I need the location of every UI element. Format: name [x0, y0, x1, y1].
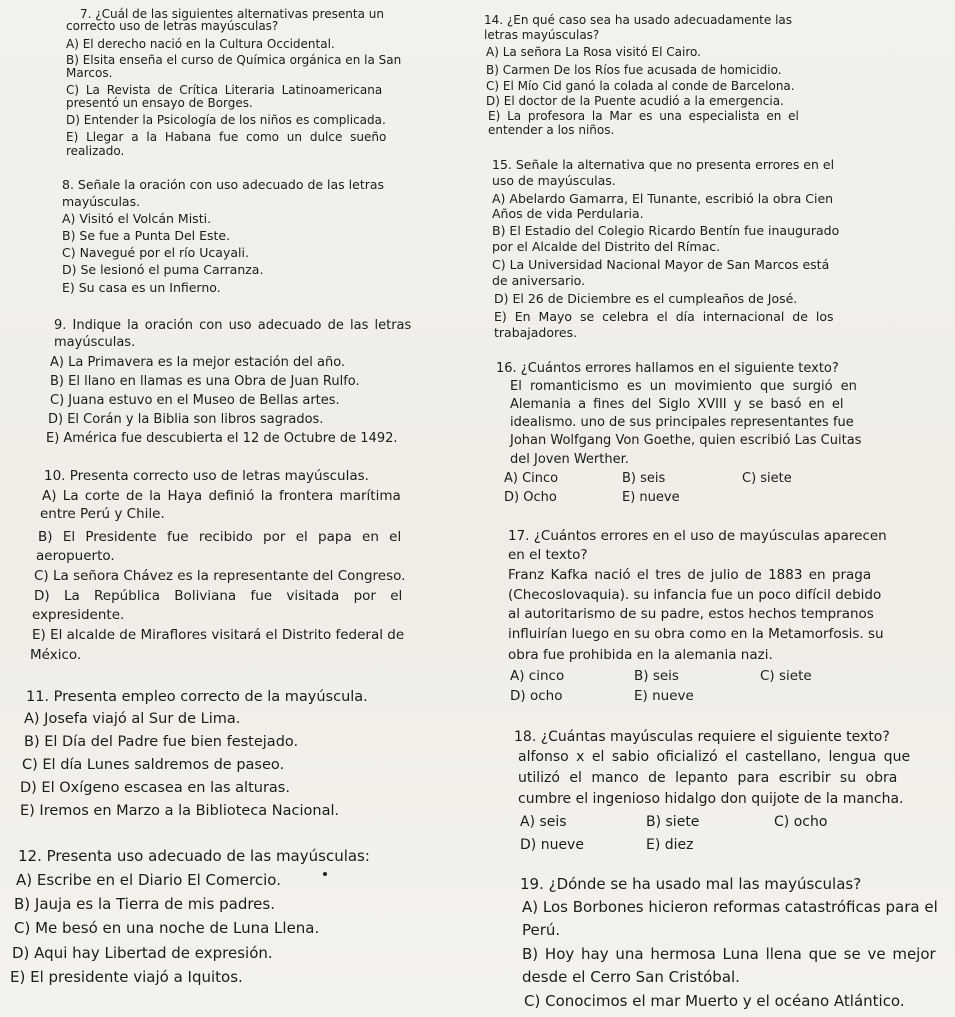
- q10-option-c: C) La señora Chávez es la representante del Congreso.: [34, 568, 406, 584]
- q7-option-e-line2: realizado.: [66, 144, 125, 158]
- q18-option-d: D) nueve: [520, 837, 584, 853]
- q15-option-e-line1: E) En Mayo se celebra el día internacional de los: [494, 309, 834, 324]
- q15-option-a-line2: Años de vida Perdularia.: [492, 206, 644, 221]
- q14-option-e-line1: E) La profesora la Mar es una especialista en el: [488, 109, 799, 123]
- q19-option-b-line1: B) Hoy hay una hermosa Luna llena que se ve mejor: [522, 945, 936, 963]
- q11-option-a: A) Josefa viajó al Sur de Lima.: [24, 711, 241, 727]
- q18-text-line2: utilizó el manco de lepanto para escribir su obra: [518, 770, 898, 786]
- q14-option-d: D) El doctor de la Puente acudió a la emergencia.: [486, 94, 784, 108]
- q8-option-d: D) Se lesionó el puma Carranza.: [62, 262, 264, 277]
- q18-option-b: B) siete: [646, 814, 700, 830]
- q15-option-b-line1: B) El Estadio del Colegio Ricardo Bentín fue inaugurado: [492, 223, 840, 238]
- q9-option-c: C) Juana estuvo en el Museo de Bellas artes.: [50, 393, 340, 408]
- q9-option-a: A) La Primavera es la mejor estación del año.: [50, 355, 346, 370]
- q7-stem-line2: correcto uso de letras mayúsculas?: [66, 19, 279, 33]
- q19-option-a-line2: Perú.: [522, 921, 561, 939]
- q11-option-d: D) El Oxígeno escasea en las alturas.: [20, 780, 290, 796]
- q16-text-line1: El romanticismo es un movimiento que surgió en: [510, 379, 857, 394]
- q16-text-line5: del Joven Werther.: [510, 452, 629, 467]
- q18-text-line1: alfonso x el sabio oficializó el castellano, lengua que: [518, 749, 911, 765]
- q15-stem-line1: 15. Señale la alternativa que no presenta errores en el: [492, 157, 835, 172]
- q15-option-c-line1: C) La Universidad Nacional Mayor de San Marcos está: [492, 257, 830, 272]
- q15-option-a-line1: A) Abelardo Gamarra, El Tunante, escribió la obra Cien: [492, 191, 834, 206]
- q17-stem-line2: en el texto?: [508, 547, 588, 563]
- q10-option-b-line1: B) El Presidente fue recibido por el papa en el: [38, 529, 402, 545]
- q7-option-e-line1: E) Llegar a la Habana fue como un dulce sueño: [66, 130, 387, 144]
- q16-stem: 16. ¿Cuántos errores hallamos en el siguiente texto?: [496, 361, 839, 376]
- q16-option-e: E) nueve: [622, 490, 680, 505]
- q17-text-line5: obra fue prohibida en la alemania nazi.: [508, 647, 773, 663]
- q17-option-c: C) siete: [760, 668, 812, 684]
- q10-stem: 10. Presenta correcto uso de letras mayúsculas.: [44, 468, 369, 484]
- q18-text-line3: cumbre el ingenioso hidalgo don quijote de la mancha.: [518, 791, 904, 807]
- q7-option-b-line1: B) Elsita enseña el curso de Química orgánica en la San: [66, 53, 402, 67]
- q9-stem-line1: 9. Indique la oración con uso adecuado de las letras: [54, 318, 412, 333]
- q16-text-line3: idealismo. uno de sus principales representantes fue: [510, 415, 854, 430]
- q14-option-a: A) La señora La Rosa visitó El Cairo.: [486, 45, 701, 59]
- q16-option-d: D) Ocho: [504, 490, 557, 505]
- q19-option-b-line2: desde el Cerro San Cristóbal.: [522, 968, 740, 986]
- q12-option-c: C) Me besó en una noche de Luna Llena.: [14, 919, 320, 937]
- q17-text-line1: Franz Kafka nació el tres de julio de 1883 en praga: [508, 567, 872, 583]
- q9-stem-line2: mayúsculas.: [54, 335, 136, 350]
- q12-option-a: A) Escribe en el Diario El Comercio.: [16, 871, 281, 889]
- q14-option-e-line2: entender a los niños.: [488, 123, 615, 137]
- q12-option-b: B) Jauja es la Tierra de mis padres.: [14, 895, 275, 913]
- q10-option-a-line1: A) La corte de la Haya definió la frontera marítima: [42, 488, 401, 504]
- q7-option-c-line1: C) La Revista de Crítica Literaria Latinoamericana: [66, 83, 383, 97]
- ink-dot: [323, 872, 327, 876]
- q12-option-e: E) El presidente viajó a Iquitos.: [10, 968, 243, 986]
- q7-option-c-line2: presentó un ensayo de Borges.: [66, 96, 253, 110]
- q16-option-b: B) seis: [622, 471, 666, 486]
- q15-option-d: D) El 26 de Diciembre es el cumpleaños de José.: [494, 291, 798, 306]
- q7-option-a: A) El derecho nació en la Cultura Occidental.: [66, 37, 335, 51]
- q10-option-d-line2: expresidente.: [32, 607, 125, 623]
- q17-option-d: D) ocho: [510, 688, 563, 704]
- q16-text-line4: Johan Wolfgang Von Goethe, quien escribió Las Cuitas: [510, 433, 862, 448]
- q10-option-b-line2: aeropuerto.: [36, 548, 115, 564]
- q10-option-e-line1: E) El alcalde de Miraflores visitará el Distrito federal de: [32, 627, 405, 643]
- q19-option-a-line1: A) Los Borbones hicieron reformas catastróficas para el: [522, 898, 938, 916]
- q12-option-d: D) Aqui hay Libertad de expresión.: [12, 944, 273, 962]
- q9-option-b: B) El llano en llamas es una Obra de Juan Rulfo.: [50, 374, 360, 389]
- q11-option-e: E) Iremos en Marzo a la Biblioteca Nacional.: [20, 803, 340, 819]
- q9-option-d: D) El Corán y la Biblia son libros sagrados.: [48, 412, 324, 427]
- q14-option-b: B) Carmen De los Ríos fue acusada de homicidio.: [486, 63, 782, 77]
- q8-option-c: C) Navegué por el río Ucayali.: [62, 245, 249, 260]
- q12-stem: 12. Presenta uso adecuado de las mayúsculas:: [18, 847, 370, 865]
- q16-option-c: C) siete: [742, 471, 792, 486]
- q14-option-c: C) El Mío Cid ganó la colada al conde de Barcelona.: [486, 79, 795, 93]
- q8-stem-line1: 8. Señale la oración con uso adecuado de las letras: [62, 177, 385, 192]
- q8-option-e: E) Su casa es un Infierno.: [62, 280, 221, 295]
- q9-option-e: E) América fue descubierta el 12 de Octubre de 1492.: [46, 431, 398, 446]
- q18-stem: 18. ¿Cuántas mayúsculas requiere el siguiente texto?: [514, 729, 890, 745]
- q15-option-b-line2: por el Alcalde del Distrito del Rímac.: [492, 239, 721, 254]
- q10-option-d-line1: D) La República Boliviana fue visitada por el: [34, 588, 403, 604]
- q11-stem: 11. Presenta empleo correcto de la mayúscula.: [26, 689, 368, 705]
- q16-option-a: A) Cinco: [504, 471, 559, 486]
- q17-text-line3: al autoritarismo de su padre, estos hechos tempranos: [508, 606, 874, 622]
- q18-option-a: A) seis: [520, 814, 567, 830]
- q15-option-e-line2: trabajadores.: [494, 325, 578, 340]
- q10-option-a-line2: entre Perú y Chile.: [40, 506, 165, 522]
- q7-option-b-line2: Marcos.: [66, 66, 113, 80]
- q11-option-c: C) El día Lunes saldremos de paseo.: [22, 757, 285, 773]
- q17-stem-line1: 17. ¿Cuántos errores en el uso de mayúsculas aparecen: [508, 528, 887, 544]
- q14-stem-line1: 14. ¿En qué caso sea ha usado adecuadamente las: [484, 13, 793, 27]
- q19-stem: 19. ¿Dónde se ha usado mal las mayúsculas?: [520, 875, 862, 893]
- q8-option-a: A) Visitó el Volcán Misti.: [62, 211, 212, 226]
- q15-stem-line2: uso de mayúsculas.: [492, 173, 616, 188]
- q18-option-e: E) diez: [646, 837, 694, 853]
- q18-option-c: C) ocho: [774, 814, 828, 830]
- q7-stem-line1: 7. ¿Cuál de las siguientes alternativas presenta un: [80, 7, 384, 21]
- q7-option-d: D) Entender la Psicología de los niños es complicada.: [66, 113, 386, 127]
- q17-text-line2: (Checoslovaquia). su infancia fue un poco difícil debido: [508, 587, 882, 603]
- q10-option-e-line2: México.: [30, 647, 82, 663]
- q17-option-e: E) nueve: [634, 688, 694, 704]
- q17-option-a: A) cinco: [510, 668, 565, 684]
- q15-option-c-line2: de aniversario.: [492, 273, 586, 288]
- q16-text-line2: Alemania a fines del Siglo XVIII y se basó en el: [510, 397, 844, 412]
- q14-stem-line2: letras mayúsculas?: [484, 28, 600, 42]
- q19-option-c: C) Conocimos el mar Muerto y el océano Atlántico.: [524, 992, 905, 1010]
- q11-option-b: B) El Día del Padre fue bien festejado.: [24, 734, 299, 750]
- q17-text-line4: influirían luego en su obra como en la Metamorfosis. su: [508, 626, 884, 642]
- q17-option-b: B) seis: [634, 668, 679, 684]
- q8-option-b: B) Se fue a Punta Del Este.: [62, 228, 231, 243]
- q8-stem-line2: mayúsculas.: [62, 194, 141, 209]
